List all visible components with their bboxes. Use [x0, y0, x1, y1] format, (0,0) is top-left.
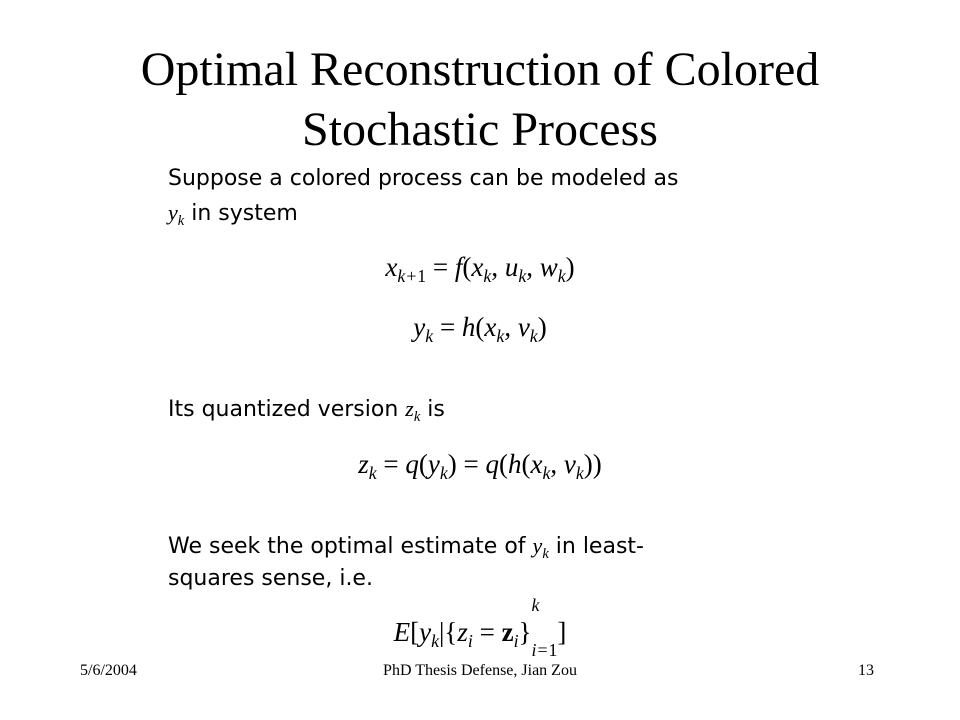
paragraph-2-head: Its quantized version [168, 397, 399, 422]
paragraph-1-line-2 [168, 197, 298, 230]
footer-title: PhD Thesis Defense, Jian Zou [383, 662, 577, 679]
paragraph-3-line-1-head: We seek the optimal estimate of [168, 534, 526, 559]
footer-page-number: 13 [858, 662, 874, 679]
footer-date: 5/6/2004 [80, 662, 137, 679]
equation-state: $x_{k+1} = f(x_k$, $u_k$, $w_k$) [385, 252, 575, 287]
y-k-symbol-2: $y_k$ [532, 533, 549, 563]
paragraph-2-tail: is [427, 397, 445, 422]
paragraph-2 [168, 393, 445, 426]
y-k-symbol: $y_k$ [168, 200, 185, 230]
equation-measurement: $y_k = h(x_k$, $v_k$) [413, 312, 547, 347]
paragraph-1-line-1: Suppose a colored process can be modeled as [168, 166, 679, 191]
equation-estimate: $E[y_k|\{z_i = z_i\}$ k $_{i=1}$] [393, 595, 567, 660]
z-k-symbol: $z_k$ [405, 396, 421, 426]
paragraph-3-line-1 [168, 530, 644, 563]
slide-title-line-2: Stochastic Process [302, 103, 658, 156]
paragraph-3-line-1-tail: in least- [555, 534, 644, 559]
paragraph-3-line-2: squares sense, i.e. [168, 566, 373, 591]
paragraph-1-line-2-text: in system [191, 201, 298, 226]
equation-quantization: $z_k = q(y_k) = q(h(x_k$, $v_k$)) [358, 449, 602, 484]
slide-title [0, 40, 960, 160]
slide-title-line-1: Optimal Reconstruction of Colored [140, 43, 820, 96]
